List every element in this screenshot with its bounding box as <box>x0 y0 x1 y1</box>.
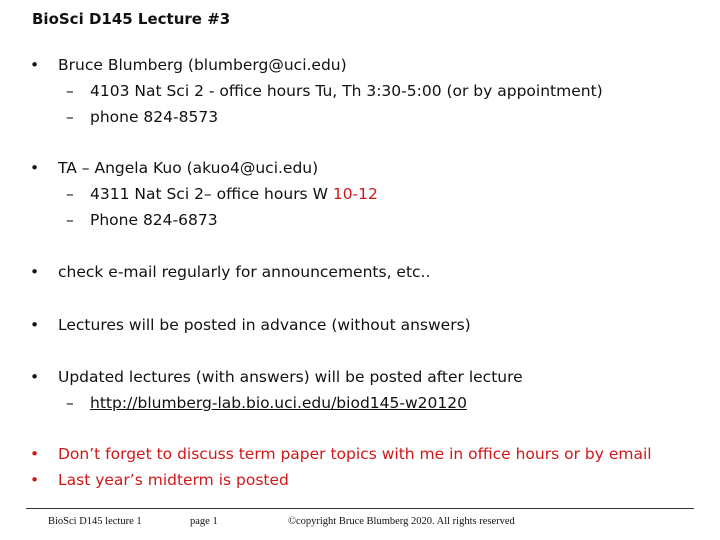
footer-course: BioSci D145 lecture 1 <box>48 516 142 527</box>
sub-text: Phone 824-6873 <box>90 211 218 229</box>
dash-icon: – <box>66 394 74 412</box>
dash-icon: – <box>66 185 74 203</box>
bullet-icon: • <box>30 471 40 489</box>
course-link[interactable]: http://blumberg-lab.bio.uci.edu/biod145-w20120 <box>90 394 467 412</box>
sub-text: phone 824-8573 <box>90 108 219 126</box>
dash-icon: – <box>66 211 74 229</box>
bullet-icon: • <box>30 159 40 177</box>
bullet-text: check e-mail regularly for announcements, etc.. <box>58 263 431 281</box>
bullet-text: Last year’s midterm is posted <box>58 471 289 489</box>
footer-page-number: page 1 <box>190 516 218 527</box>
office-hours-time: 10-12 <box>332 185 378 203</box>
bullet-icon: • <box>30 316 40 334</box>
footer-copyright: ©copyright Bruce Blumberg 2020. All rights reserved <box>288 516 515 527</box>
office-hours-text: 4311 Nat Sci 2– office hours W <box>90 185 333 203</box>
footer-divider <box>26 508 694 509</box>
bullet-text: Don’t forget to discuss term paper topics with me in office hours or by email <box>58 445 652 463</box>
dash-icon: – <box>66 108 74 126</box>
bullet-icon: • <box>30 56 40 74</box>
bullet-icon: • <box>30 263 40 281</box>
bullet-icon: • <box>30 368 40 386</box>
bullet-text: Bruce Blumberg (blumberg@uci.edu) <box>58 56 347 74</box>
bullet-text: Lectures will be posted in advance (without answers) <box>58 316 471 334</box>
sub-text <box>90 181 378 207</box>
dash-icon: – <box>66 82 74 100</box>
bullet-text: Updated lectures (with answers) will be posted after lecture <box>58 368 523 386</box>
slide-title: BioSci D145 Lecture #3 <box>32 10 231 28</box>
sub-text: 4103 Nat Sci 2 - office hours Tu, Th 3:30-5:00 (or by appointment) <box>90 82 603 100</box>
bullet-icon: • <box>30 445 40 463</box>
bullet-text: TA – Angela Kuo (akuo4@uci.edu) <box>58 159 319 177</box>
